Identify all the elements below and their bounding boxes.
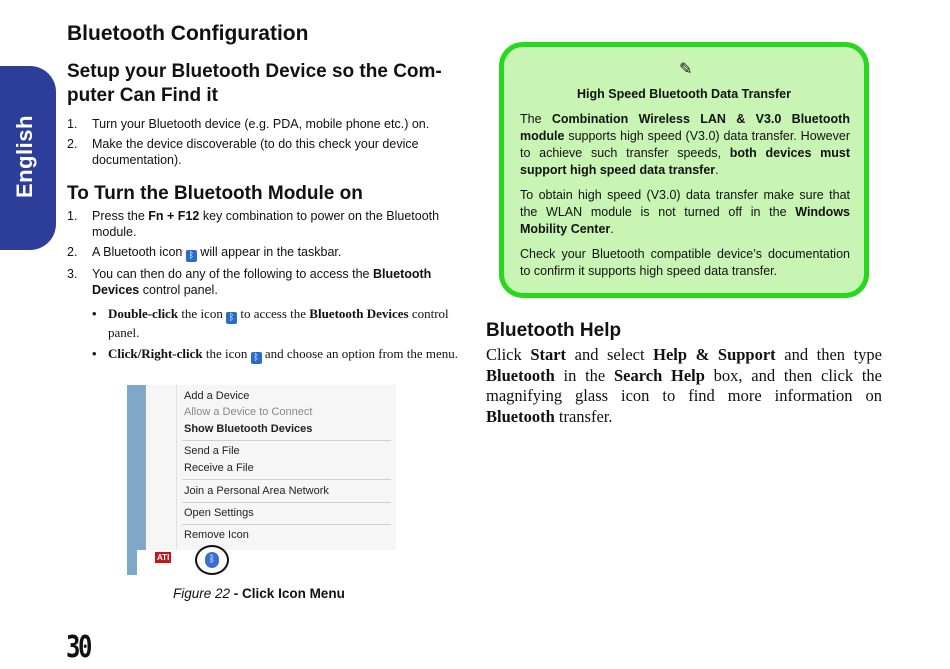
help-paragraph: Click Start and select Help & Support and then type Bluetooth in the Search Help box, and then click the magnifying glass icon to find more information on Bluetooth transfer.: [486, 345, 883, 426]
context-menu: [145, 385, 396, 550]
bluetooth-icon: ᛒ: [251, 352, 262, 364]
bluetooth-icon: ᛒ: [226, 312, 237, 324]
list-item: • Double-click the icon ᛒ to access the Bluetooth Devices control panel.: [92, 306, 449, 340]
list-item: 3. You can then do any of the following to access the Bluetooth Devices control panel.: [67, 267, 432, 297]
menu-separator: [182, 502, 391, 503]
turn-on-steps: [67, 208, 462, 302]
setup-heading-line2: puter Can Find it: [67, 85, 218, 106]
menu-separator: [182, 479, 391, 480]
list-item: 1. Press the Fn + F12 key combination to power on the Bluetooth module.: [67, 209, 440, 239]
figure-caption: Figure 22 - Click Icon Menu: [173, 586, 345, 601]
note-paragraph: Check your Bluetooth compatible device’s documentation to confirm it supports high speed data transfer.: [520, 247, 850, 278]
setup-steps: [67, 116, 462, 172]
setup-heading: [67, 60, 442, 108]
menu-item-allow-device[interactable]: Allow a Device to Connect: [184, 406, 313, 418]
access-options: [92, 305, 462, 368]
highlight-circle: [195, 545, 229, 575]
bluetooth-tray-icon[interactable]: ᛒ: [205, 552, 219, 568]
taskbar-tray: [137, 550, 396, 575]
page-number: 30: [66, 630, 91, 665]
menu-separator: [182, 440, 391, 441]
menu-item-add-device[interactable]: Add a Device: [184, 390, 250, 402]
help-heading: Bluetooth Help: [486, 320, 622, 341]
menu-item-join-pan[interactable]: Join a Personal Area Network: [184, 485, 329, 497]
menu-item-show-devices[interactable]: Show Bluetooth Devices: [184, 423, 313, 435]
language-tab-label: English: [12, 115, 37, 198]
note-paragraph: The Combination Wireless LAN & V3.0 Bluetooth module supports high speed (V3.0) data transfer. However to achieve such transfer speeds, both devices must support high speed data transfer.: [520, 112, 850, 177]
bluetooth-icon: ᛒ: [186, 250, 197, 262]
menu-item-open-settings[interactable]: Open Settings: [184, 507, 254, 519]
list-item: • Click/Right-click the icon ᛒ and choose an option from the menu.: [92, 346, 459, 363]
ati-tray-icon[interactable]: ATI: [157, 553, 170, 562]
note-box: [499, 42, 869, 298]
list-item: 2. Make the device discoverable (to do this check your device documentation).: [67, 137, 419, 167]
note-title: High Speed Bluetooth Data Transfer: [577, 87, 791, 101]
menu-separator: [182, 524, 391, 525]
list-item: 1. Turn your Bluetooth device (e.g. PDA, mobile phone etc.) on.: [67, 117, 430, 131]
menu-item-send-file[interactable]: Send a File: [184, 445, 240, 457]
turn-on-heading: To Turn the Bluetooth Module on: [67, 183, 363, 204]
setup-heading-line1: Setup your Bluetooth Device so the Com-: [67, 61, 442, 82]
pencil-icon: ✎: [679, 59, 693, 78]
menu-item-receive-file[interactable]: Receive a File: [184, 462, 254, 474]
list-item: 2. A Bluetooth icon ᛒ will appear in the taskbar.: [67, 245, 342, 261]
page-title: Bluetooth Configuration: [67, 22, 309, 45]
note-paragraph: To obtain high speed (V3.0) data transfer make sure that the WLAN module is not turned off in the Windows Mobility Center.: [520, 188, 850, 236]
menu-item-remove-icon[interactable]: Remove Icon: [184, 529, 249, 541]
click-icon-menu-screenshot: [127, 385, 396, 575]
